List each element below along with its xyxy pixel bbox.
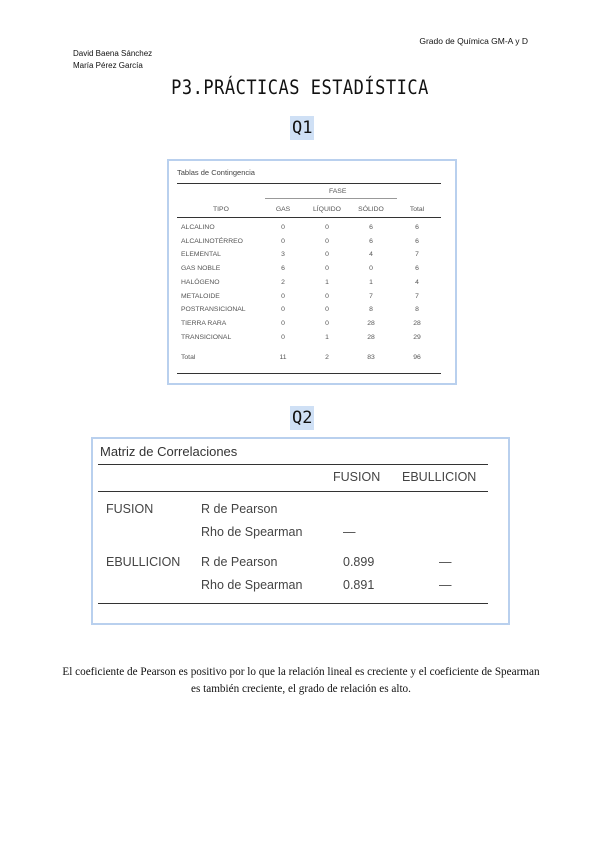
table-cell: 0 bbox=[325, 251, 329, 259]
row-label: METALOIDE bbox=[181, 292, 220, 300]
row-label: HALÓGENO bbox=[181, 278, 220, 286]
table-cell: 6 bbox=[369, 237, 373, 245]
table-rule bbox=[98, 603, 488, 604]
table-rule bbox=[177, 217, 441, 218]
q2-label: Q2 bbox=[292, 408, 313, 428]
row-statistic: R de Pearson bbox=[201, 502, 278, 516]
correlation-cell: 0.891 bbox=[343, 578, 375, 592]
author-name: María Pérez García bbox=[73, 60, 143, 70]
row-label: TRANSICIONAL bbox=[181, 333, 232, 341]
table-cell: 0 bbox=[325, 292, 329, 300]
table-cell: 0 bbox=[281, 237, 285, 245]
table-cell: 28 bbox=[367, 319, 375, 327]
table-cell: 4 bbox=[369, 251, 373, 259]
table-cell: 1 bbox=[369, 278, 373, 286]
row-label: Total bbox=[181, 354, 196, 361]
authors bbox=[73, 48, 152, 71]
q1-label: Q1 bbox=[292, 118, 313, 138]
correlation-cell: — bbox=[343, 525, 356, 539]
table-cell: 0 bbox=[325, 265, 329, 273]
table-cell: 2 bbox=[281, 278, 285, 286]
table-cell: 0 bbox=[325, 306, 329, 314]
correlation-cell: — bbox=[439, 555, 452, 569]
correlation-cell: — bbox=[439, 578, 452, 592]
table-cell: 3 bbox=[281, 251, 285, 259]
correlation-title: Matriz de Correlaciones bbox=[100, 444, 238, 459]
table-cell: 0 bbox=[325, 319, 329, 327]
row-label: ALCALINOTÉRREO bbox=[181, 237, 243, 245]
table-cell: 28 bbox=[367, 333, 375, 341]
table-cell: 0 bbox=[281, 292, 285, 300]
author-name: David Baena Sánchez bbox=[73, 49, 153, 58]
table-rule bbox=[98, 464, 488, 465]
table-cell: 0 bbox=[369, 265, 373, 273]
table-rule bbox=[98, 491, 488, 492]
table-rule bbox=[177, 373, 441, 374]
row-label: GAS NOBLE bbox=[181, 265, 221, 273]
column-header: SÓLIDO bbox=[358, 206, 384, 213]
contingency-table bbox=[167, 159, 457, 385]
group-rule bbox=[265, 198, 397, 199]
table-cell: 8 bbox=[415, 306, 419, 314]
table-cell: 4 bbox=[415, 278, 419, 286]
row-label: POSTRANSICIONAL bbox=[181, 306, 246, 314]
table-cell: 0 bbox=[281, 333, 285, 341]
table-cell: 8 bbox=[369, 306, 373, 314]
row-label: TIERRA RARA bbox=[181, 319, 227, 327]
row-header: TIPO bbox=[213, 206, 229, 213]
table-cell: 6 bbox=[281, 265, 285, 273]
correlation-cell: 0.899 bbox=[343, 555, 375, 569]
column-header: LÍQUIDO bbox=[313, 206, 341, 213]
column-header: EBULLICION bbox=[402, 470, 477, 484]
page-title: P3.PRÁCTICAS ESTADÍSTICA bbox=[171, 76, 429, 100]
table-cell: 2 bbox=[325, 354, 329, 361]
table-cell: 0 bbox=[281, 319, 285, 327]
table-cell: 28 bbox=[413, 319, 421, 327]
table-cell: 6 bbox=[415, 265, 419, 273]
table-cell: 6 bbox=[415, 224, 419, 231]
table-cell: 1 bbox=[325, 278, 329, 286]
group-header: FASE bbox=[329, 188, 347, 195]
row-variable: EBULLICION bbox=[106, 555, 181, 569]
correlation-matrix bbox=[91, 437, 510, 625]
row-statistic: Rho de Spearman bbox=[201, 525, 303, 539]
table-cell: 96 bbox=[413, 354, 421, 361]
table-cell: 83 bbox=[367, 354, 375, 361]
column-header: Total bbox=[409, 206, 425, 213]
table-cell: 7 bbox=[415, 292, 419, 300]
table-cell: 7 bbox=[369, 292, 373, 300]
table-cell: 1 bbox=[325, 333, 329, 341]
table-cell: 11 bbox=[279, 354, 287, 361]
table-cell: 0 bbox=[281, 224, 285, 231]
row-statistic: R de Pearson bbox=[201, 555, 278, 569]
table-cell: 0 bbox=[325, 224, 329, 231]
table-rule bbox=[177, 183, 441, 184]
row-label: ALCALINO bbox=[181, 224, 215, 231]
row-variable: FUSION bbox=[106, 502, 154, 516]
table-cell: 0 bbox=[325, 237, 329, 245]
conclusion-paragraph: El coeficiente de Pearson es positivo por lo que la relación lineal es creciente y el coeficiente de Spearman es también creciente, el grado de relación es alto. bbox=[62, 666, 540, 695]
table-cell: 0 bbox=[281, 306, 285, 314]
course-header: Grado de Química GM-A y D bbox=[419, 36, 528, 46]
table-cell: 6 bbox=[369, 224, 373, 231]
row-label: ELEMENTAL bbox=[181, 251, 221, 259]
table-cell: 7 bbox=[415, 251, 419, 259]
contingency-title: Tablas de Contingencia bbox=[177, 168, 255, 177]
table-cell: 29 bbox=[413, 333, 421, 341]
column-header: GAS bbox=[275, 206, 291, 213]
table-cell: 6 bbox=[415, 237, 419, 245]
column-header: FUSION bbox=[333, 470, 381, 484]
row-statistic: Rho de Spearman bbox=[201, 578, 303, 592]
